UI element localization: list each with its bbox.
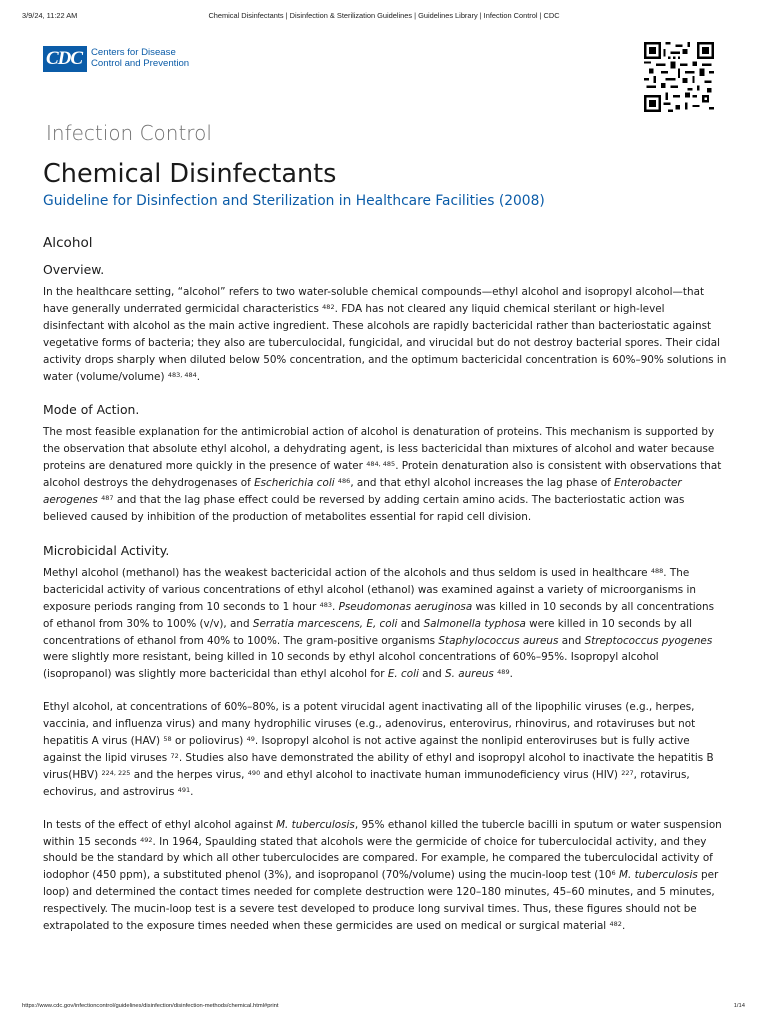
reference-link[interactable]: 491: [177, 785, 191, 794]
microbicidal-paragraph-1: Methyl alcohol (methanol) has the weakest bactericidal action of the alcohols and thus seldom is used in healthcare $^{488}$. The bactericidal activity of various concentrations of ethyl alcohol (ethanol) was examined against a variety of microorganisms in exposure periods ranging from 10 seconds to 1 hour $^{483}$. Pseudomonas aeruginosa was killed in 10 seconds by all concentrations of ethanol from 30% to 100% (v/v), and Serratia marcescens, E, coli and Salmonella typhosa were killed in 10 seconds by all concentrations of ethanol from 40% to 100%. The gram-positive organisms Staphylococcus aureus and Streptococcus pyogenes were slightly more resistant, being killed in 10 seconds by ethyl alcohol concentrations of 60%–95%. Isopropyl alcohol (isopropanol) was slightly more bactericidal than ethyl alcohol for E. coli and S. aureus $^{489}$.: [43, 566, 715, 681]
print-doc-title: Chemical Disinfectants | Disinfection & Sterilization Guidelines | Guidelines Library | Infection Control | CDC: [208, 11, 560, 20]
page-title: Chemical Disinfectants: [43, 159, 337, 189]
reference-link[interactable]: 224, 225: [101, 768, 131, 777]
reference-link[interactable]: 483: [319, 600, 333, 609]
print-datetime: 3/9/24, 11:22 AM: [22, 11, 78, 20]
reference-link[interactable]: 227: [621, 768, 634, 777]
reference-link[interactable]: 484, 485: [366, 460, 396, 469]
reference-link[interactable]: 486: [337, 477, 351, 486]
cdc-org-name: Centers for Disease Control and Prevention: [91, 47, 190, 70]
mode-of-action-heading: Mode of Action.: [43, 402, 140, 418]
exponent: 6: [611, 869, 616, 878]
mode-of-action-paragraph: The most feasible explanation for the antimicrobial action of alcohol is denaturation of proteins. This mechanism is supported by the observation that absolute ethyl alcohol, a dehydrating agent, is less bactericidal than mixtures of alcohol and water because proteins are denatured more quickly in the presence of water $^{484, 485}$. Protein denaturation also is consistent with observations that alcohol destroys the dehydrogenases of Escherichia coli $^{486}$, and that ethyl alcohol increases the lag phase of Enterobacter aerogenes $^{487}$ and that the lag phase effect could be reversed by adding certain amino acids. The bacteriostatic action was believed caused by inhibition of the production of metabolites essential for rapid cell division.: [43, 426, 722, 523]
article-body: [43, 233, 727, 951]
cdc-logo-mark: CDC: [43, 46, 87, 72]
overview-heading: Overview.: [43, 262, 105, 277]
reference-link[interactable]: 487: [101, 494, 114, 503]
reference-link[interactable]: 49: [246, 735, 255, 744]
page-subtitle: Guideline for Disinfection and Sterilization in Healthcare Facilities (2008): [43, 193, 545, 209]
reference-link[interactable]: 72: [170, 751, 179, 760]
print-header: [0, 8, 768, 22]
reference-link[interactable]: 490: [247, 768, 261, 777]
reference-link[interactable]: 482: [609, 920, 622, 929]
reference-link[interactable]: 58: [163, 735, 172, 744]
page-url: https://www.cdc.gov/infectioncontrol/guidelines/disinfection/disinfection-methods/chemical.html#print: [22, 1003, 279, 1009]
reference-link[interactable]: 488: [650, 566, 664, 575]
qr-code-icon: [644, 39, 714, 115]
page-number: 1/14: [733, 1003, 745, 1009]
alcohol-heading: Alcohol: [43, 235, 93, 251]
microbicidal-paragraph-2: Ethyl alcohol, at concentrations of 60%–80%, is a potent virucidal agent inactivating all of the lipophilic viruses (e.g., herpes, vaccinia, and influenza virus) and many hydrophilic viruses (e.g., adenovirus, enterovirus, rhinovirus, and rotaviruses but not hepatitis A virus (HAV) $^{58}$ or poliovirus) $^{49}$. Isopropyl alcohol is not active against the nonlipid enteroviruses but is fully active against the lipid viruses $^{72}$. Studies also have demonstrated the ability of ethyl and isopropyl alcohol to inactivate the hepatitis B virus(HBV) $^{224, 225}$ and the herpes virus, $^{490}$ and ethyl alcohol to inactivate human immunodeficiency virus (HIV) $^{227}$, rotavirus, echovirus, and astrovirus $^{491}$.: [43, 701, 714, 798]
overview-paragraph: In the healthcare setting, “alcohol” refers to two water-soluble chemical compounds—ethyl alcohol and isopropyl alcohol—that have generally underrated germicidal characteristics $^{482}$. FDA has not cleared any liquid chemical sterilant or high-level disinfectant with alcohol as the main active ingredient. These alcohols are rapidly bactericidal rather than bacteriostatic against vegetative forms of bacteria; they also are tuberculocidal, fungicidal, and virucidal but do not destroy bacterial spores. Their cidal activity drops sharply when diluted below 50% concentration, and the optimum bactericidal concentration is 60%–90% solutions in water (volume/volume) $^{483, 484}$.: [43, 286, 727, 383]
reference-link[interactable]: 482: [322, 302, 335, 311]
microbicidal-paragraph-3: In tests of the effect of ethyl alcohol against M. tuberculosis, 95% ethanol killed the tubercle bacilli in sputum or water suspension within 15 seconds $^{492}$. In 1964, Spaulding stated that alcohols were the germicide of choice for tuberculocidal activity, and they should be the standard by which all other tuberculocides are compared. For example, he compared the tuberculocidal activity of iodophor (450 ppm), a substituted phenol (3%), and isopropanol (70%/volume) using the mucin-loop test ($10^6$ M. tuberculosis per loop) and determined the contact times needed for complete destruction were 120–180 minutes, 45–60 minutes, and 5 minutes, respectively. The mucin-loop test is a severe test developed to produce long survival times. Thus, these figures should not be extrapolated to the exposure times needed when these germicides are used on medical or surgical material $^{482}$.: [43, 818, 722, 933]
section-label[interactable]: Infection Control: [46, 121, 212, 145]
reference-link[interactable]: 489: [497, 668, 510, 677]
reference-link[interactable]: 492: [140, 835, 153, 844]
reference-link[interactable]: 483, 484: [167, 370, 197, 379]
microbicidal-activity-heading: Microbicidal Activity.: [43, 542, 170, 558]
